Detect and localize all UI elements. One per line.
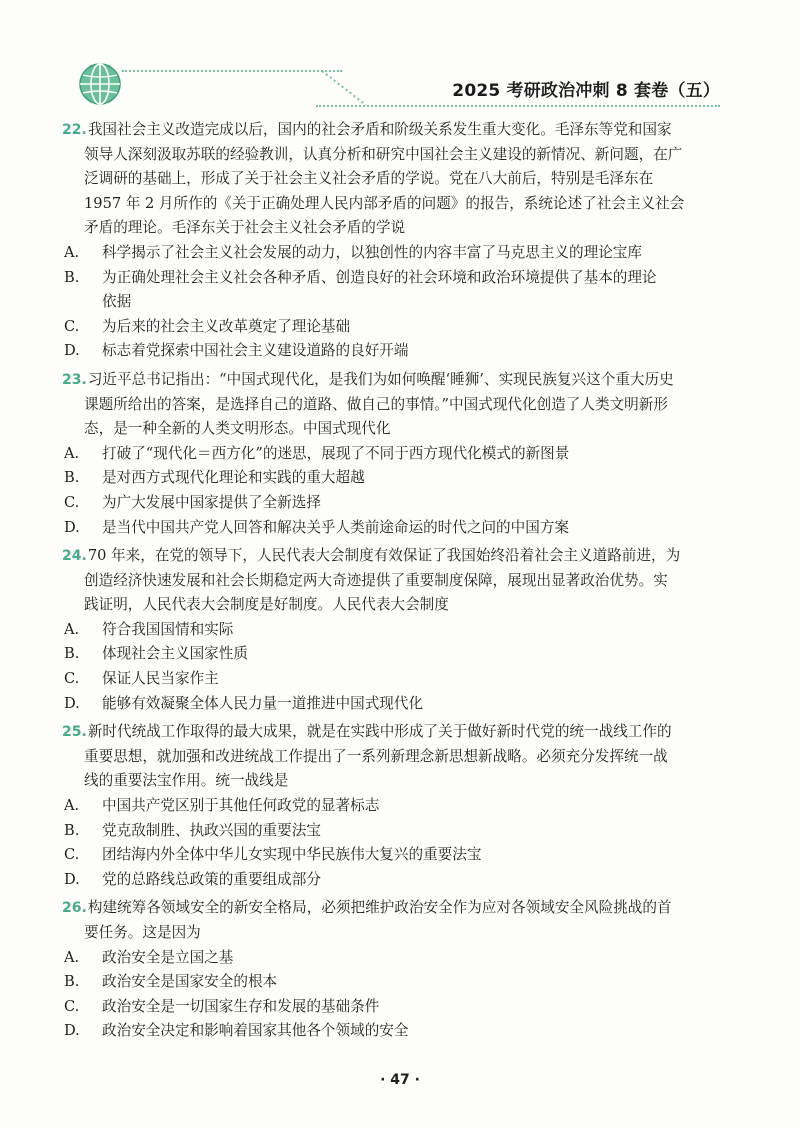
question-stem-line	[84, 216, 720, 241]
page-number: · 47 ·	[380, 1072, 420, 1088]
question-stem-line	[84, 769, 720, 794]
question-stem-text: 课题所给出的答案，是选择自己的道路、做自己的事情。”中国式现代化创造了人类文明新形	[84, 395, 668, 413]
question-number: 26.	[62, 900, 87, 917]
question-stem-text: 创造经济快速发展和社会长期稳定两大奇迹提供了重要制度保障，展现出显著政治优势。实	[84, 571, 668, 589]
option-text: 依据	[102, 293, 132, 311]
option-b	[64, 642, 720, 667]
option-text: 打破了“现代化＝西方化”的迷思，展现了不同于西方现代化模式的新图景	[102, 444, 570, 462]
option-c	[64, 315, 720, 340]
option-text: 标志着党探索中国社会主义建设道路的良好开端	[102, 342, 409, 360]
question-stem-line	[84, 745, 720, 770]
question-24	[62, 544, 720, 716]
option-letter: D.	[64, 870, 80, 888]
question-stem-text: 线的重要法宝作用。统一战线是	[84, 772, 289, 790]
header-dotted-rule-upper	[122, 70, 342, 72]
question-26	[62, 896, 720, 1044]
option-d	[64, 868, 720, 893]
option-text: 体现社会主义国家性质	[102, 645, 248, 663]
option-b	[84, 290, 720, 315]
page-title: 2025 考研政治冲刺 8 套卷（五）	[452, 81, 720, 101]
option-c	[64, 491, 720, 516]
option-letter: B.	[64, 469, 80, 487]
option-text: 为正确处理社会主义社会各种矛盾、创造良好的社会环境和政治环境提供了基本的理论	[102, 268, 657, 286]
option-text: 党克敌制胜、执政兴国的重要法宝	[102, 821, 321, 839]
option-text: 团结海内外全体中华儿女实现中华民族伟大复兴的重要法宝	[102, 846, 482, 864]
question-number: 25.	[62, 724, 87, 741]
question-25	[62, 720, 720, 892]
option-text: 中国共产党区别于其他任何政党的显著标志	[102, 797, 380, 815]
option-letter: A.	[64, 948, 80, 966]
question-stem-line	[62, 368, 720, 393]
question-stem-line	[84, 569, 720, 594]
question-stem-text: 要任务。这是因为	[84, 924, 201, 941]
option-text: 是对西方式现代化理论和实践的重大超越	[102, 469, 365, 487]
option-b	[64, 266, 720, 291]
option-letter: B.	[64, 973, 80, 991]
question-stem-line	[84, 393, 720, 418]
option-c	[64, 995, 720, 1020]
option-a	[64, 442, 720, 467]
option-text: 政治安全是一切国家生存和发展的基础条件	[102, 997, 380, 1015]
option-c	[64, 667, 720, 692]
question-stem-text: 我国社会主义改造完成以后，国内的社会矛盾和阶级关系发生重大变化。毛泽东等党和国家	[87, 121, 672, 138]
option-letter: C.	[64, 846, 80, 864]
option-b	[64, 819, 720, 844]
question-number: 23.	[62, 371, 87, 388]
question-list	[62, 118, 720, 1048]
option-text: 保证人民当家作主	[102, 670, 219, 688]
option-a	[64, 618, 720, 643]
option-b	[64, 466, 720, 491]
option-text: 是当代中国共产党人回答和解决关乎人类前途命运的时代之问的中国方案	[102, 518, 570, 536]
option-a	[64, 794, 720, 819]
option-text: 科学揭示了社会主义社会发展的动力，以独创性的内容丰富了马克思主义的理论宝库	[102, 243, 642, 261]
question-stem-line	[62, 544, 720, 569]
option-a	[64, 946, 720, 971]
question-stem-text: 态，是一种全新的人类文明形态。中国式现代化	[84, 420, 391, 438]
option-d	[64, 339, 720, 364]
question-22	[62, 118, 720, 364]
question-stem-line	[84, 167, 720, 192]
option-letter: B.	[64, 645, 80, 663]
question-stem-text: 重要思想，就加强和改进统战工作提出了一系列新理念新思想新战略。必须充分发挥统一战	[84, 747, 668, 765]
option-letter: A.	[64, 797, 80, 815]
option-a	[64, 241, 720, 266]
option-letter: B.	[64, 268, 80, 286]
question-stem-text: 泛调研的基础上，形成了关于社会主义社会矛盾的学说。党在八大前后，特别是毛泽东在	[84, 170, 654, 188]
header-dotted-rule-connector	[322, 70, 372, 106]
option-letter: D.	[64, 1022, 80, 1040]
question-stem-line	[62, 896, 720, 921]
question-stem-text: 构建统筹各领域安全的新安全格局，必须把维护政治安全作为应对各领域安全风险挑战的首	[87, 899, 672, 917]
page-header	[78, 62, 720, 110]
option-letter: C.	[64, 997, 80, 1015]
question-stem-line	[84, 417, 720, 442]
option-text: 党的总路线总政策的重要组成部分	[102, 870, 321, 888]
question-stem-line	[84, 192, 720, 217]
question-stem-text: 70 年来，在党的领导下，人民代表大会制度有效保证了我国始终沿着社会主义道路前进，为	[87, 547, 681, 565]
question-stem-line	[84, 593, 720, 618]
question-stem-text: 矛盾的理论。毛泽东关于社会主义社会矛盾的学说	[84, 219, 406, 237]
option-b	[64, 970, 720, 995]
option-letter: B.	[64, 821, 80, 839]
option-text: 能够有效凝聚全体人民力量一道推进中国式现代化	[102, 694, 424, 712]
option-text: 政治安全决定和影响着国家其他各个领域的安全	[102, 1022, 409, 1040]
option-text: 为广大发展中国家提供了全新选择	[102, 493, 321, 511]
question-stem-text: 习近平总书记指出：“中国式现代化，是我们为如何唤醒‘睡狮’、实现民族复兴这个重大历史	[87, 370, 674, 388]
question-stem-text: 1957 年 2 月所作的《关于正确处理人民内部矛盾的问题》的报告，系统论述了社会主义社会	[84, 194, 685, 212]
option-text: 政治安全是立国之基	[102, 948, 234, 966]
option-letter: A.	[64, 444, 80, 462]
option-letter: C.	[64, 493, 80, 511]
question-stem-text: 领导人深刻汲取苏联的经验教训，认真分析和研究中国社会主义建设的新情况、新问题，在广	[84, 145, 683, 163]
question-stem-line	[84, 921, 720, 946]
option-d	[64, 516, 720, 541]
question-stem-line	[62, 720, 720, 745]
option-d	[64, 692, 720, 717]
question-stem-line	[62, 118, 720, 143]
question-stem-text: 新时代统战工作取得的最大成果，就是在实践中形成了关于做好新时代党的统一战线工作的	[87, 723, 672, 741]
option-letter: C.	[64, 670, 80, 688]
option-text: 政治安全是国家安全的根本	[102, 973, 278, 991]
option-letter: A.	[64, 243, 80, 261]
option-d	[64, 1019, 720, 1044]
question-stem-text: 践证明，人民代表大会制度是好制度。人民代表大会制度	[84, 596, 449, 614]
option-letter: D.	[64, 518, 80, 536]
globe-icon	[78, 62, 122, 106]
question-stem-line	[84, 143, 720, 168]
option-text: 为后来的社会主义改革奠定了理论基础	[102, 317, 351, 335]
option-c	[64, 843, 720, 868]
option-letter: D.	[64, 342, 80, 360]
header-dotted-rule-lower	[316, 105, 720, 107]
option-letter: C.	[64, 317, 80, 335]
option-text: 符合我国国情和实际	[102, 620, 234, 638]
option-letter: A.	[64, 620, 80, 638]
option-letter: D.	[64, 694, 80, 712]
question-23	[62, 368, 720, 540]
question-number: 22.	[62, 122, 87, 138]
question-number: 24.	[62, 548, 87, 565]
